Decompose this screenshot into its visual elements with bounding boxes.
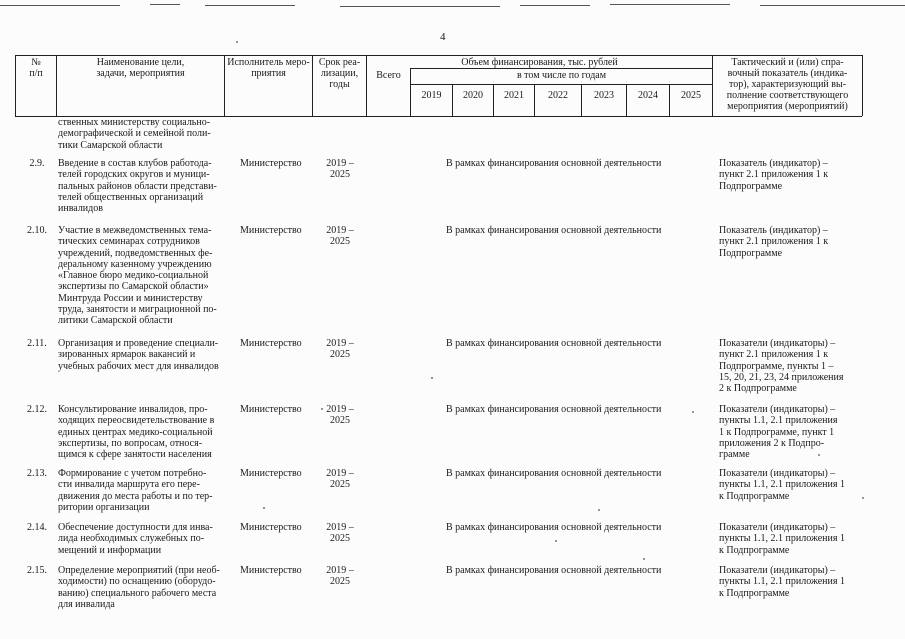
row-financing: В рамках финансирования основной деятельности (446, 522, 662, 533)
row-term: 2019 – 2025 (326, 565, 354, 588)
row-term: 2019 – 2025 (326, 522, 354, 545)
row-name: Организация и проведение специали- зированных ярмарок вакансий и учебных рабочих мест для инвалидов (58, 338, 219, 372)
row-financing: В рамках финансирования основной деятельности (446, 225, 662, 236)
row-financing: В рамках финансирования основной деятельности (446, 338, 662, 349)
row-indicator: Показатель (индикатор) – пункт 2.1 приложения 1 к Подпрограмме (719, 225, 829, 259)
header-total: Всего (376, 70, 401, 81)
row-indicator: Показатели (индикаторы) – пункты 1.1, 2.1 приложения 1 к Подпрограмме (719, 565, 845, 599)
row-executor: Министерство (240, 522, 302, 533)
row-executor: Министерство (240, 338, 302, 349)
row-executor: Министерство (240, 468, 302, 479)
row-name: Обеспечение доступности для инва- лида необходимых служебных по- мещений и информации (58, 522, 213, 556)
row-term: 2019 – 2025 (326, 338, 354, 361)
header-executor: Исполнитель меро- приятия (227, 57, 310, 79)
header-financing: Объем финансирования, тыс. рублей (461, 57, 618, 68)
header-num: № п/п (29, 57, 43, 79)
row-name: Определение мероприятий (при необ- ходимости) по оснащению (оборудо- ванию) специального рабочего места для инвалида (58, 565, 220, 610)
row-executor: Министерство (240, 158, 302, 169)
header-by-years: в том числе по годам (516, 70, 607, 81)
row-indicator: Показатели (индикаторы) – пункты 1.1, 2.1 приложения 1 к Подпрограмме (719, 522, 845, 556)
header-year: 2022 (548, 90, 568, 101)
row-number: 2.11. (27, 338, 47, 349)
row-executor: Министерство (240, 225, 302, 236)
row-term: 2019 – 2025 (326, 404, 354, 427)
row-financing: В рамках финансирования основной деятельности (446, 404, 662, 415)
row-executor: Министерство (240, 404, 302, 415)
row-name: Участие в межведомственных тема- тических семинарах сотрудников учреждений, подведомственных фе- деральному казенному учреждению «Главное бюро медико-социальной экспертизы по Самарской области» Минтруда России и министерству труда, занятости и миграционной по- литики Самарской области (58, 225, 217, 327)
header-year: 2021 (504, 90, 524, 101)
row-term: 2019 – 2025 (326, 158, 354, 181)
row-financing: В рамках финансирования основной деятельности (446, 565, 662, 576)
row-financing: В рамках финансирования основной деятельности (446, 468, 662, 479)
header-year: 2024 (638, 90, 658, 101)
header-indicator: Тактический и (или) спра- вочный показатель (индика- тор), характеризующий вы- полнение соответствующего мероприятия (мероприятий) (726, 57, 849, 112)
header-term: Срок реа- лизации, годы (318, 57, 361, 90)
row-term: 2019 – 2025 (326, 468, 354, 491)
row-indicator: Показатели (индикаторы) – пункты 1.1, 2.1 приложения 1 к Подпрограмме (719, 468, 845, 502)
scan-edge-artifacts (0, 0, 905, 18)
row-name: Консультирование инвалидов, про- ходящих переосвидетельствование в единых центрах медико-социальной экспертизы, по вопросам, относя- щимся к сфере занятости населения (58, 404, 215, 461)
header-year: 2023 (594, 90, 614, 101)
row-indicator: Показатели (индикаторы) – пункты 1.1, 2.1 приложения 1 к Подпрограмме, пункт 1 приложения 2 к Подпро- грамме (719, 404, 838, 461)
row-financing: В рамках финансирования основной деятельности (446, 158, 662, 169)
row-indicator: Показатели (индикаторы) – пункт 2.1 приложения 1 к Подпрограмме, пункты 1 – 15, 20, 21, 23, 24 приложения 2 к Подпрограмме (719, 338, 844, 395)
row-indicator: Показатель (индикатор) – пункт 2.1 приложения 1 к Подпрограмме (719, 158, 829, 192)
row-executor: Министерство (240, 565, 302, 576)
row-term: 2019 – 2025 (326, 225, 354, 248)
continuation-text: ственных министерству социально- демографической и семейной поли- тики Самарской области (58, 117, 211, 151)
header-name: Наименование цели, задачи, мероприятия (96, 57, 185, 79)
header-year: 2019 (421, 90, 442, 101)
row-number: 2.10. (27, 225, 47, 236)
row-number: 2.14. (27, 522, 47, 533)
page-number: 4 (440, 31, 446, 43)
row-name: Формирование с учетом потребно- сти инвалида маршрута его пере- движения до места работы и по тер- ритории организации (58, 468, 213, 513)
header-year: 2025 (681, 90, 701, 101)
row-name: Введение в состав клубов работода- телей городских округов и муници- пальных районов области представи- телей общественных организаций инвалидов (58, 158, 217, 215)
row-number: 2.12. (27, 404, 47, 415)
row-number: 2.9. (29, 158, 45, 169)
row-number: 2.13. (27, 468, 47, 479)
row-number: 2.15. (27, 565, 47, 576)
header-year: 2020 (463, 90, 483, 101)
